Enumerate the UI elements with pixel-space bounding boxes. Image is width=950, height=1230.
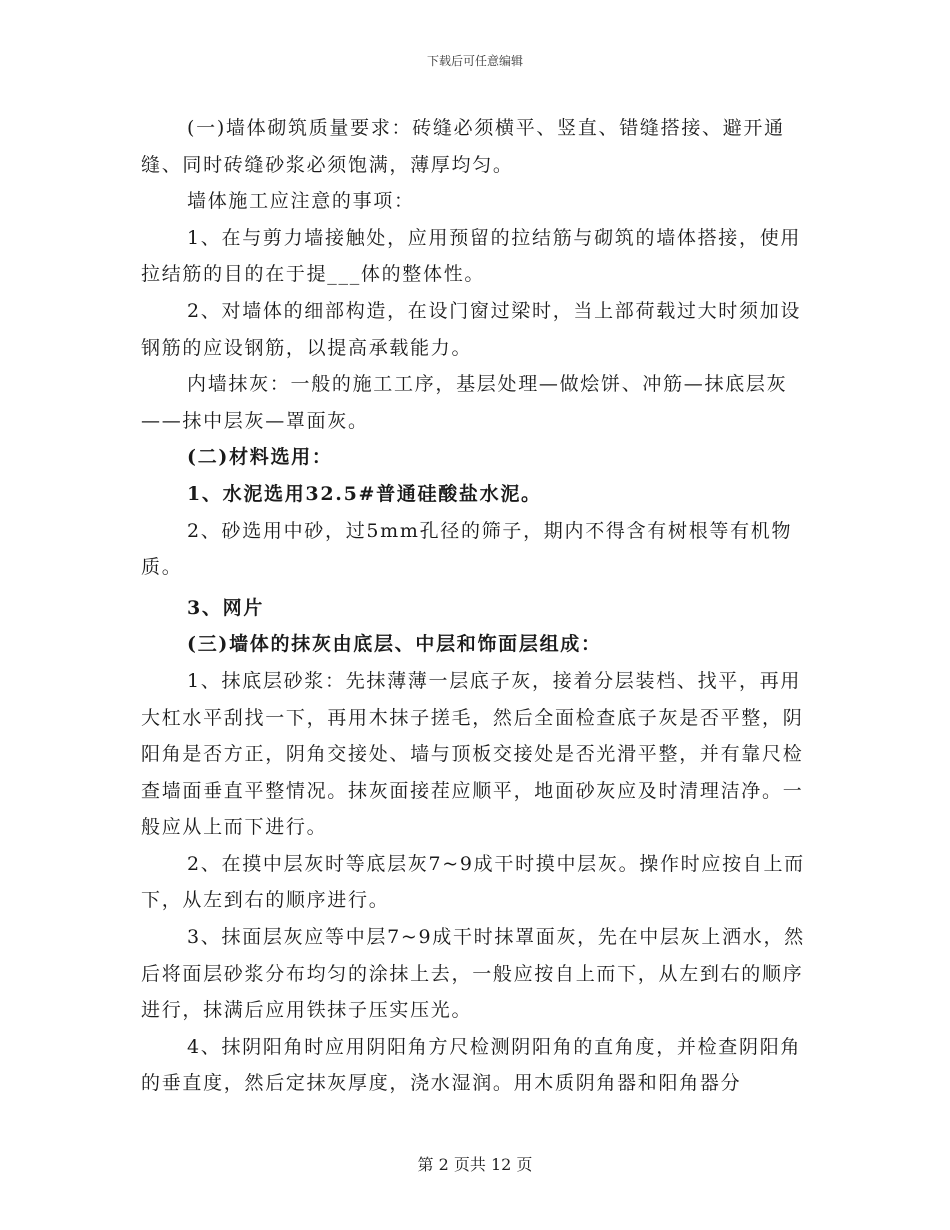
paragraph-corners: 4、抹阴阳角时应用阴阳角方尺检测阴阳角的直角度，并检查阴阳角的垂直度，然后定抹灰厚度，浇水湿润。用木质阴角器和阳角器分 (141, 1035, 802, 1095)
document-body (141, 110, 811, 1102)
paragraph-finish-coat: 3、抹面层灰应等中层7~9成干时抹罩面灰，先在中层灰上洒水，然后将面层砂浆分布均匀的涂抹上去，一般应按自上而下，从左到右的顺序进行，抹满后应用铁抹子压实压光。 (141, 926, 805, 1022)
paragraph-masonry-quality: (一)墙体砌筑质量要求：砖缝必须横平、竖直、错缝搭接、避开通缝、同时砖缝砂浆必须饱满，薄厚均匀。 (141, 117, 785, 176)
paragraph-cement: 1、水泥选用32.5#普通硅酸盐水泥。 (187, 482, 542, 505)
page-header: 下载后可任意编辑 (426, 54, 523, 68)
paragraph-wall-notes-heading: 墙体施工应注意的事项： (187, 190, 415, 213)
section-heading-materials: (二)材料选用： (187, 446, 333, 469)
paragraph-tie-bars: 1、在与剪力墙接触处，应用预留的拉结筋与砌筑的墙体搭接，使用拉结筋的目的在于提___体的整体性。 (141, 226, 802, 286)
paragraph-interior-plaster: 内墙抹灰：一般的施工工序，基层处理—做烩饼、冲筋—抹底层灰——抹中层灰—罩面灰。 (141, 373, 788, 432)
paragraph-lintel-rebar: 2、对墙体的细部构造，在设门窗过梁时，当上部荷载过大时须加设钢筋的应设钢筋，以提高承载能力。 (141, 299, 802, 359)
section-heading-plaster-layers: (三)墙体的抹灰由底层、中层和饰面层组成： (187, 633, 602, 656)
page-footer: 第 2 页共 12 页 (417, 1155, 533, 1174)
paragraph-base-coat: 1、抹底层砂浆：先抹薄薄一层底子灰，接着分层装档、找平，再用大杠水平刮找一下，再用木抹子搓毛，然后全面检查底子灰是否平整，阴阳角是否方正，阴角交接处、墙与顶板交接处是否光滑平整，并有靠尺检查墙面垂直平整情况。抹灰面接茬应顺平，地面砂灰应及时清理洁净。一般应从上而下进行。 (141, 669, 804, 839)
paragraph-mesh: 3、网片 (187, 596, 265, 619)
paragraph-sand: 2、砂选用中砂，过5mm孔径的筛子，期内不得含有树根等有机物质。 (141, 519, 793, 579)
paragraph-middle-coat: 2、在摸中层灰时等底层灰7~9成干时摸中层灰。操作时应按自上而下，从左到右的顺序进行。 (141, 852, 805, 912)
